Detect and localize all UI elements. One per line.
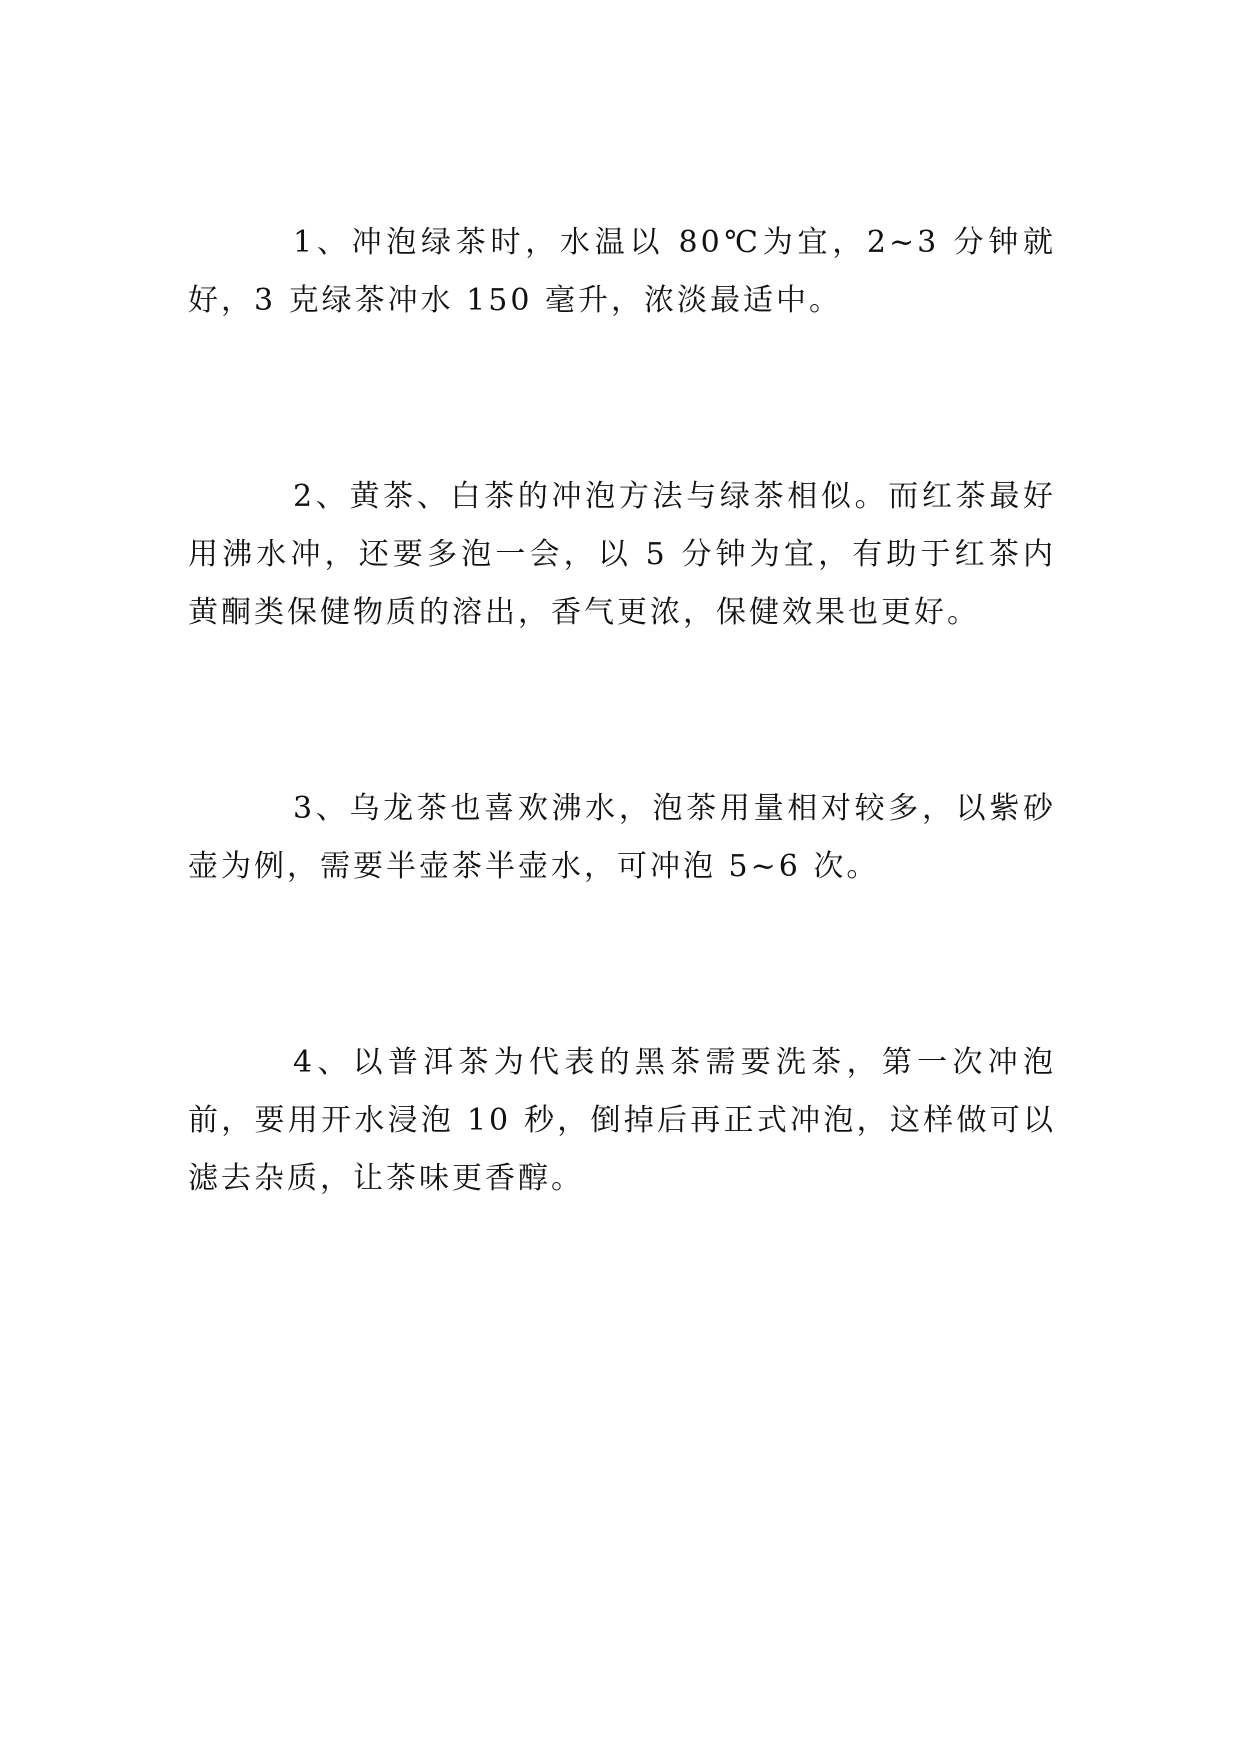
paragraph-yellow-white-black-tea: 2、黄茶、白茶的冲泡方法与绿茶相似。而红茶最好用沸水冲，还要多泡一会，以 5 分钟为宜，有助于红茶内黄酮类保健物质的溶出，香气更浓，保健效果也更好。 <box>188 479 1056 630</box>
paragraph-green-tea: 1、冲泡绿茶时，水温以 80℃为宜，2~3 分钟就好，3 克绿茶冲水 150 毫升，浓淡最适中。 <box>188 225 1056 318</box>
paragraph-dark-tea: 4、以普洱茶为代表的黑茶需要洗茶，第一次冲泡前，要用开水浸泡 10 秒，倒掉后再正式冲泡，这样做可以滤去杂质，让茶味更香醇。 <box>188 1045 1056 1196</box>
paragraph-oolong-tea: 3、乌龙茶也喜欢沸水，泡茶用量相对较多，以紫砂壶为例，需要半壶茶半壶水，可冲泡 5~6 次。 <box>188 791 1056 884</box>
document-body <box>188 214 1056 1208</box>
